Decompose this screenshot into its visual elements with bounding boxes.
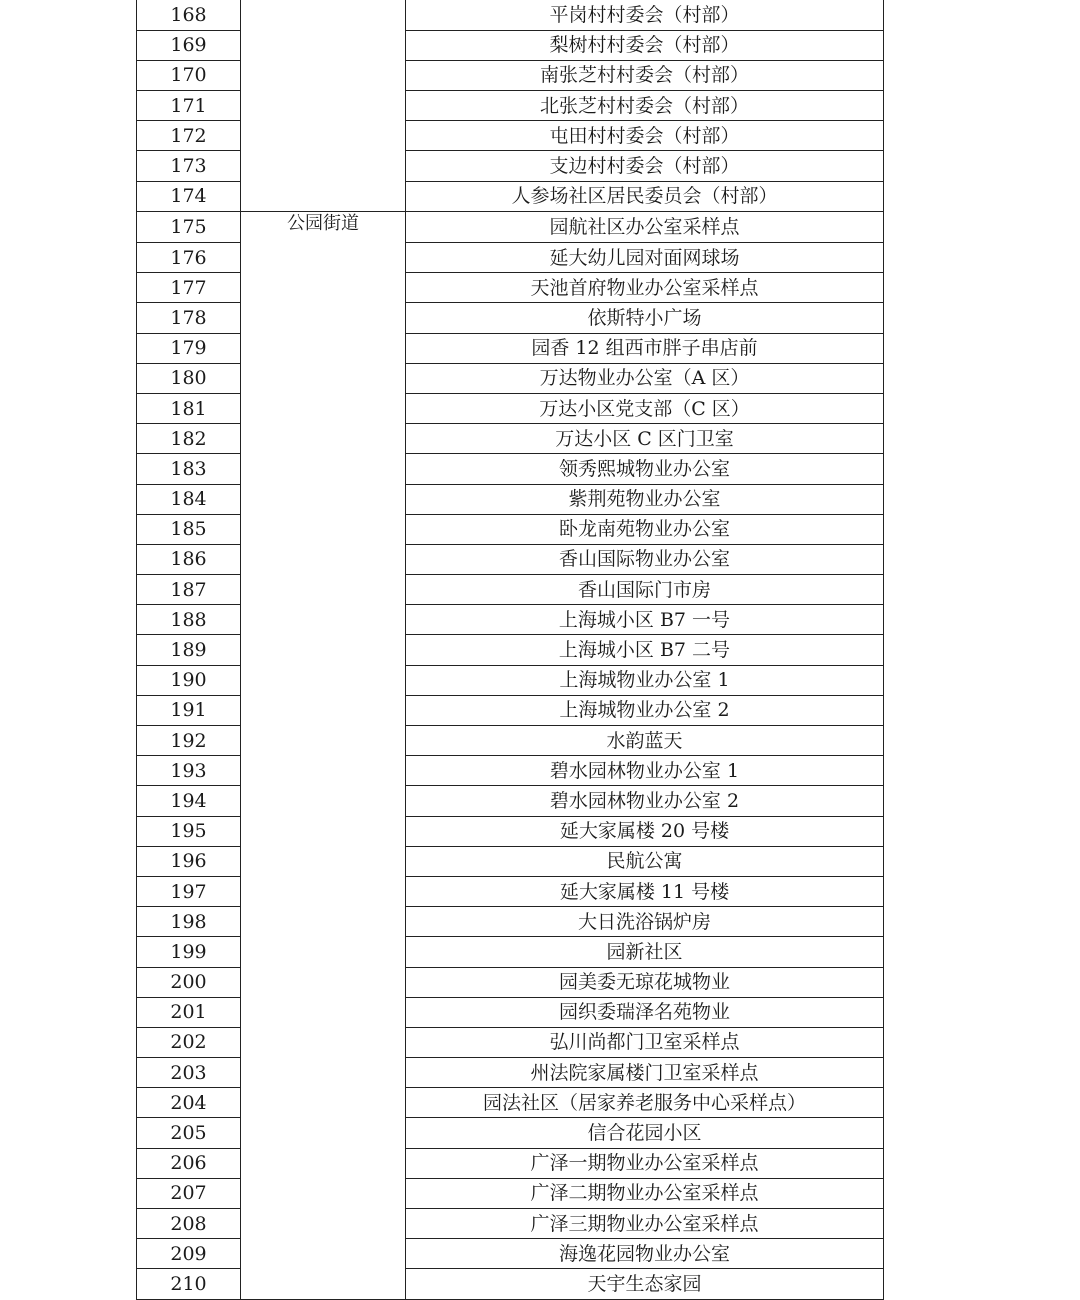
street-cell — [241, 695, 406, 725]
sampling-site-name-cell: 万达小区 C 区门卫室 — [406, 424, 884, 454]
table-row — [137, 363, 884, 393]
sampling-site-name-cell: 依斯特小广场 — [406, 303, 884, 333]
table-row — [137, 1269, 884, 1300]
row-number-cell: 198 — [137, 907, 241, 937]
row-number-cell: 195 — [137, 816, 241, 846]
table-row — [137, 816, 884, 846]
row-number-cell: 189 — [137, 635, 241, 665]
table-row — [137, 1148, 884, 1178]
street-cell — [241, 121, 406, 151]
sampling-site-name-cell: 延大家属楼 11 号楼 — [406, 876, 884, 906]
street-cell — [241, 1027, 406, 1057]
sampling-site-name-cell: 上海城小区 B7 二号 — [406, 635, 884, 665]
sampling-site-name-cell: 卧龙南苑物业办公室 — [406, 514, 884, 544]
sampling-site-name-cell: 广泽二期物业办公室采样点 — [406, 1178, 884, 1208]
sampling-site-name-cell: 天池首府物业办公室采样点 — [406, 273, 884, 303]
row-number-cell: 168 — [137, 0, 241, 30]
table-row — [137, 756, 884, 786]
sampling-site-name-cell: 北张芝村村委会（村部） — [406, 91, 884, 121]
street-cell — [241, 937, 406, 967]
row-number-cell: 203 — [137, 1058, 241, 1088]
row-number-cell: 196 — [137, 846, 241, 876]
sampling-site-name-cell: 海逸花园物业办公室 — [406, 1239, 884, 1269]
table-row — [137, 333, 884, 363]
sampling-site-name-cell: 弘川尚都门卫室采样点 — [406, 1027, 884, 1057]
table-row — [137, 786, 884, 816]
street-cell — [241, 1148, 406, 1178]
row-number-cell: 201 — [137, 997, 241, 1027]
sampling-site-name-cell: 园新社区 — [406, 937, 884, 967]
row-number-cell: 187 — [137, 575, 241, 605]
street-cell — [241, 0, 406, 30]
table-row — [137, 967, 884, 997]
row-number-cell: 179 — [137, 333, 241, 363]
row-number-cell: 200 — [137, 967, 241, 997]
sampling-site-table — [136, 0, 884, 1300]
sampling-site-name-cell: 支边村村委会（村部） — [406, 151, 884, 181]
row-number-cell: 170 — [137, 60, 241, 90]
street-cell — [241, 424, 406, 454]
sampling-site-name-cell: 上海城物业办公室 1 — [406, 665, 884, 695]
sampling-site-name-cell: 万达小区党支部（C 区） — [406, 393, 884, 423]
table-row — [137, 454, 884, 484]
street-cell — [241, 1088, 406, 1118]
row-number-cell: 173 — [137, 151, 241, 181]
row-number-cell: 175 — [137, 212, 241, 243]
row-number-cell: 191 — [137, 695, 241, 725]
row-number-cell: 183 — [137, 454, 241, 484]
table-row — [137, 393, 884, 423]
table-row — [137, 243, 884, 273]
sampling-site-name-cell: 延大幼儿园对面网球场 — [406, 243, 884, 273]
street-cell — [241, 514, 406, 544]
street-cell — [241, 363, 406, 393]
table-row — [137, 121, 884, 151]
street-cell — [241, 181, 406, 212]
street-cell — [241, 273, 406, 303]
table-row — [137, 0, 884, 30]
street-cell — [241, 1269, 406, 1300]
street-cell — [241, 756, 406, 786]
sampling-site-name-cell: 平岗村村委会（村部） — [406, 0, 884, 30]
row-number-cell: 182 — [137, 424, 241, 454]
street-cell — [241, 1118, 406, 1148]
table-row — [137, 846, 884, 876]
street-cell — [241, 454, 406, 484]
street-cell — [241, 1058, 406, 1088]
street-cell — [241, 575, 406, 605]
sampling-site-name-cell: 广泽一期物业办公室采样点 — [406, 1148, 884, 1178]
table-row — [137, 181, 884, 212]
sampling-site-name-cell: 信合花园小区 — [406, 1118, 884, 1148]
row-number-cell: 199 — [137, 937, 241, 967]
row-number-cell: 204 — [137, 1088, 241, 1118]
row-number-cell: 208 — [137, 1209, 241, 1239]
street-cell — [241, 665, 406, 695]
table-row — [137, 1239, 884, 1269]
table-row — [137, 575, 884, 605]
sampling-site-name-cell: 园美委无琼花城物业 — [406, 967, 884, 997]
sampling-site-name-cell: 民航公寓 — [406, 846, 884, 876]
row-number-cell: 207 — [137, 1178, 241, 1208]
table-row — [137, 1118, 884, 1148]
table-row — [137, 151, 884, 181]
row-number-cell: 184 — [137, 484, 241, 514]
table-row — [137, 937, 884, 967]
row-number-cell: 210 — [137, 1269, 241, 1300]
street-cell — [241, 967, 406, 997]
sampling-site-name-cell: 上海城物业办公室 2 — [406, 695, 884, 725]
table-row — [137, 695, 884, 725]
table-row — [137, 514, 884, 544]
row-number-cell: 205 — [137, 1118, 241, 1148]
row-number-cell: 174 — [137, 181, 241, 212]
row-number-cell: 194 — [137, 786, 241, 816]
sampling-site-name-cell: 园航社区办公室采样点 — [406, 212, 884, 243]
sampling-site-name-cell: 南张芝村村委会（村部） — [406, 60, 884, 90]
sampling-site-name-cell: 园法社区（居家养老服务中心采样点） — [406, 1088, 884, 1118]
sampling-site-name-cell: 大日洗浴锅炉房 — [406, 907, 884, 937]
row-number-cell: 202 — [137, 1027, 241, 1057]
street-cell — [241, 1178, 406, 1208]
row-number-cell: 185 — [137, 514, 241, 544]
street-cell — [241, 726, 406, 756]
sampling-site-name-cell: 碧水园林物业办公室 2 — [406, 786, 884, 816]
sampling-site-table-body — [137, 0, 884, 1300]
street-cell — [241, 60, 406, 90]
sampling-site-name-cell: 水韵蓝天 — [406, 726, 884, 756]
street-cell — [241, 1209, 406, 1239]
sampling-site-name-cell: 香山国际门市房 — [406, 575, 884, 605]
street-cell — [241, 333, 406, 363]
sampling-site-name-cell: 领秀熙城物业办公室 — [406, 454, 884, 484]
street-cell — [241, 91, 406, 121]
street-cell — [241, 876, 406, 906]
table-row — [137, 876, 884, 906]
sampling-site-name-cell: 香山国际物业办公室 — [406, 544, 884, 574]
row-number-cell: 190 — [137, 665, 241, 695]
table-row — [137, 91, 884, 121]
row-number-cell: 171 — [137, 91, 241, 121]
table-row — [137, 1209, 884, 1239]
row-number-cell: 176 — [137, 243, 241, 273]
row-number-cell: 206 — [137, 1148, 241, 1178]
row-number-cell: 188 — [137, 605, 241, 635]
table-row — [137, 60, 884, 90]
sampling-site-name-cell: 州法院家属楼门卫室采样点 — [406, 1058, 884, 1088]
row-number-cell: 197 — [137, 876, 241, 906]
sampling-site-name-cell: 广泽三期物业办公室采样点 — [406, 1209, 884, 1239]
table-row — [137, 665, 884, 695]
street-cell: 公园街道 — [241, 212, 406, 243]
street-cell — [241, 1239, 406, 1269]
sampling-site-name-cell: 园织委瑞泽名苑物业 — [406, 997, 884, 1027]
street-cell — [241, 846, 406, 876]
sampling-site-name-cell: 上海城小区 B7 一号 — [406, 605, 884, 635]
street-cell — [241, 605, 406, 635]
row-number-cell: 192 — [137, 726, 241, 756]
table-row — [137, 544, 884, 574]
sampling-site-name-cell: 万达物业办公室（A 区） — [406, 363, 884, 393]
street-cell — [241, 151, 406, 181]
table-row — [137, 635, 884, 665]
sampling-site-name-cell: 紫荆苑物业办公室 — [406, 484, 884, 514]
table-row — [137, 907, 884, 937]
street-cell — [241, 303, 406, 333]
street-cell — [241, 30, 406, 60]
row-number-cell: 178 — [137, 303, 241, 333]
table-row — [137, 484, 884, 514]
street-cell — [241, 484, 406, 514]
table-row — [137, 1058, 884, 1088]
street-cell — [241, 635, 406, 665]
sampling-site-name-cell: 屯田村村委会（村部） — [406, 121, 884, 151]
row-number-cell: 172 — [137, 121, 241, 151]
sampling-site-name-cell: 人参场社区居民委员会（村部） — [406, 181, 884, 212]
row-number-cell: 181 — [137, 393, 241, 423]
street-cell — [241, 393, 406, 423]
row-number-cell: 177 — [137, 273, 241, 303]
street-cell — [241, 816, 406, 846]
sampling-site-name-cell: 梨树村村委会（村部） — [406, 30, 884, 60]
table-row — [137, 273, 884, 303]
row-number-cell: 209 — [137, 1239, 241, 1269]
row-number-cell: 186 — [137, 544, 241, 574]
row-number-cell: 193 — [137, 756, 241, 786]
table-row — [137, 997, 884, 1027]
table-row — [137, 1088, 884, 1118]
street-cell — [241, 786, 406, 816]
sampling-site-name-cell: 碧水园林物业办公室 1 — [406, 756, 884, 786]
street-cell — [241, 907, 406, 937]
table-row — [137, 1178, 884, 1208]
row-number-cell: 180 — [137, 363, 241, 393]
table-row — [137, 303, 884, 333]
sampling-site-table-page — [136, 0, 883, 1300]
sampling-site-name-cell: 园香 12 组西市胖子串店前 — [406, 333, 884, 363]
table-row — [137, 212, 884, 243]
table-row — [137, 30, 884, 60]
street-cell — [241, 544, 406, 574]
sampling-site-name-cell: 天宇生态家园 — [406, 1269, 884, 1300]
table-row — [137, 726, 884, 756]
table-row — [137, 424, 884, 454]
table-row — [137, 605, 884, 635]
table-row — [137, 1027, 884, 1057]
street-cell — [241, 997, 406, 1027]
sampling-site-name-cell: 延大家属楼 20 号楼 — [406, 816, 884, 846]
street-cell — [241, 243, 406, 273]
row-number-cell: 169 — [137, 30, 241, 60]
